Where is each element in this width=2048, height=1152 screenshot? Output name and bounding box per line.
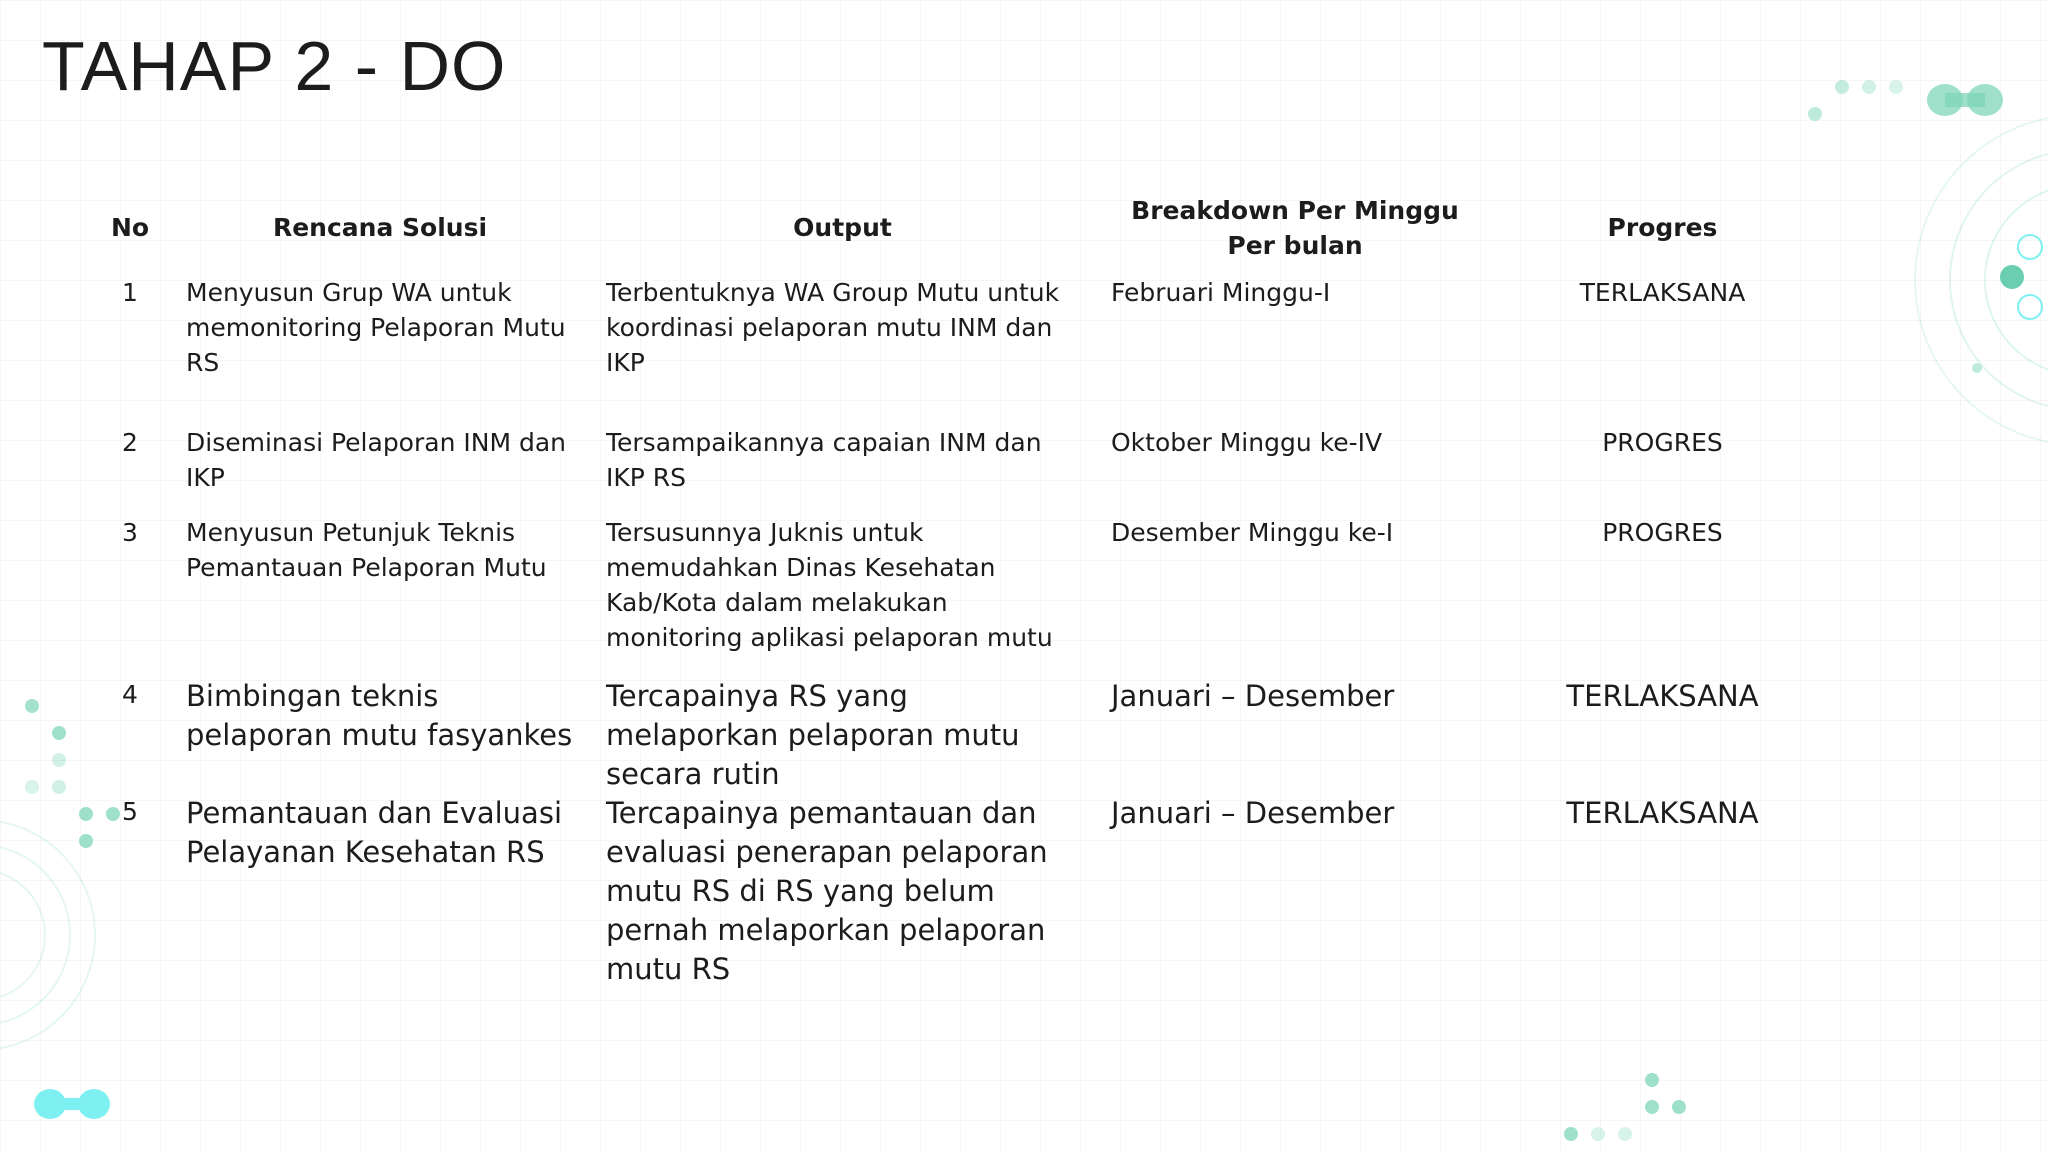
row-number: 2: [122, 428, 138, 457]
row-progress: PROGRES: [1602, 518, 1723, 547]
table-row: [90, 794, 1830, 989]
slide-title: TAHAP 2 - DO: [42, 27, 507, 105]
table-row: [90, 425, 1830, 515]
table-row: [90, 265, 1830, 425]
row-output: Tercapainya RS yang melaporkan pelaporan mutu secara rutin: [606, 679, 1020, 791]
row-number: 5: [122, 797, 138, 826]
row-output: Tercapainya pemantauan dan evaluasi penerapan pelaporan mutu RS di RS yang belum pernah melaporkan pelaporan mutu RS: [606, 796, 1048, 986]
row-solution: Menyusun Grup WA untuk memonitoring Pelaporan Mutu RS: [186, 278, 566, 377]
action-plan-table: [90, 190, 1830, 989]
row-solution: Pemantauan dan Evaluasi Pelayanan Kesehatan RS: [186, 796, 562, 869]
header-output: Output: [793, 213, 892, 242]
header-solution: Rencana Solusi: [272, 213, 488, 242]
table-row: [90, 675, 1830, 794]
row-breakdown: Januari – Desember: [1111, 679, 1395, 713]
row-breakdown: Januari – Desember: [1111, 796, 1395, 830]
row-breakdown: Desember Minggu ke-I: [1111, 518, 1394, 547]
table-row: [90, 515, 1830, 675]
row-number: 4: [122, 680, 138, 709]
row-number: 1: [122, 278, 138, 307]
row-solution: Diseminasi Pelaporan INM dan IKP: [186, 428, 566, 492]
header-progress: Progres: [1607, 213, 1718, 242]
row-progress: TERLAKSANA: [1566, 679, 1759, 713]
row-solution: Bimbingan teknis pelaporan mutu fasyankes: [186, 679, 573, 752]
row-breakdown: Februari Minggu-I: [1111, 278, 1331, 307]
row-output: Tersampaikannya capaian INM dan IKP RS: [606, 428, 1042, 492]
row-progress: TERLAKSANA: [1566, 796, 1759, 830]
row-number: 3: [122, 518, 138, 547]
row-output: Tersusunnya Juknis untuk memudahkan Dinas Kesehatan Kab/Kota dalam melakukan monitoring aplikasi pelaporan mutu: [606, 518, 1053, 652]
row-progress: TERLAKSANA: [1579, 278, 1746, 307]
row-progress: PROGRES: [1602, 428, 1723, 457]
row-breakdown: Oktober Minggu ke-IV: [1111, 428, 1383, 457]
header-no: No: [110, 213, 150, 242]
row-solution: Menyusun Petunjuk Teknis Pemantauan Pelaporan Mutu: [186, 518, 547, 582]
table-header: [90, 190, 1830, 265]
row-output: Terbentuknya WA Group Mutu untuk koordinasi pelaporan mutu INM dan IKP: [606, 278, 1060, 377]
header-breakdown: Breakdown Per Minggu Per bulan: [1131, 195, 1459, 260]
